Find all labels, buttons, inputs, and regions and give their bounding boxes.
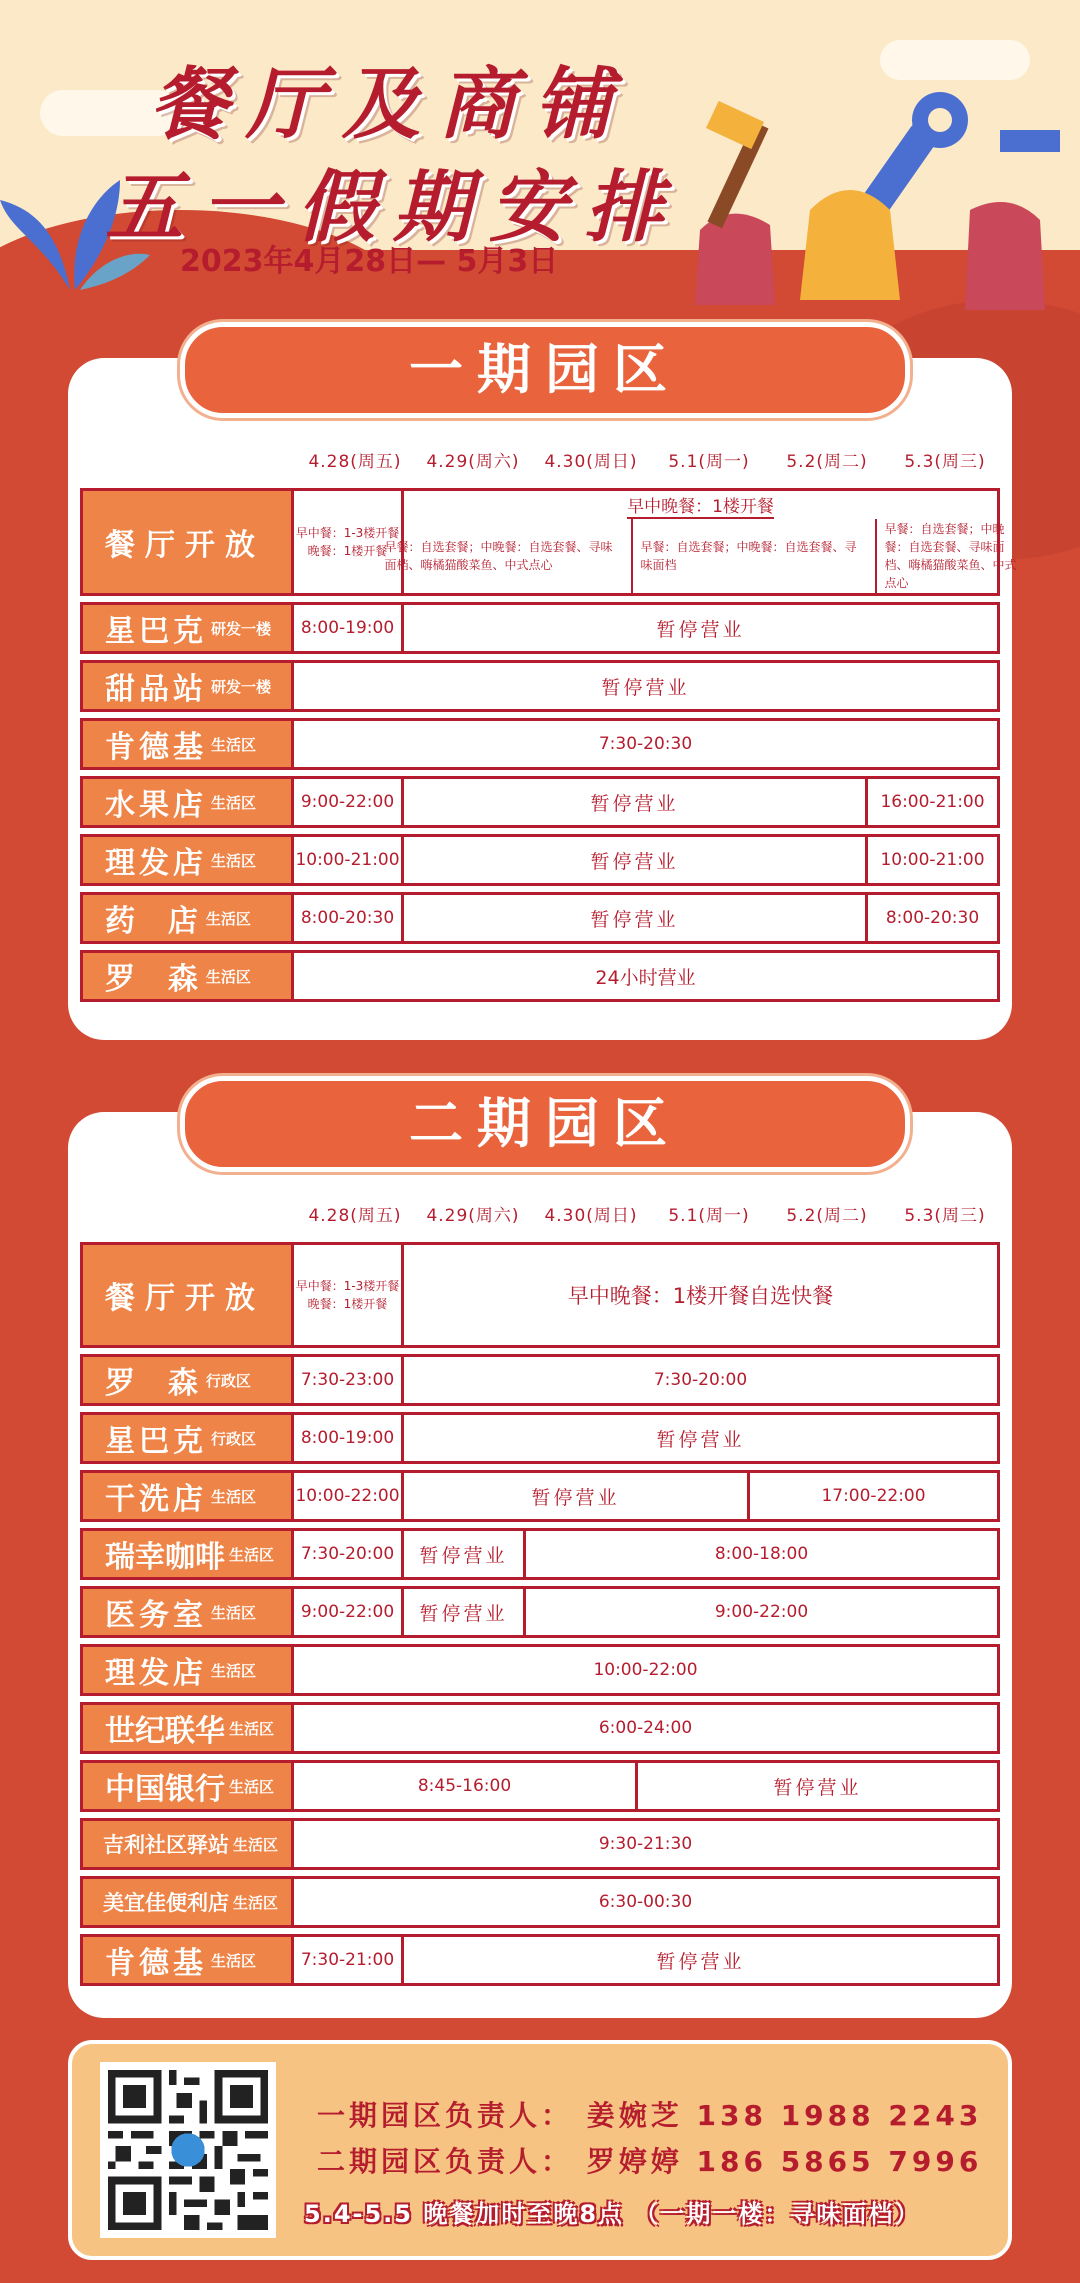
hours-cell: 暂停营业	[294, 660, 1000, 712]
shop-label: 医务室 生活区	[80, 1586, 294, 1638]
cloud-icon	[880, 40, 1030, 80]
hours-cell: 7:30-20:30	[294, 718, 1000, 770]
qr-code[interactable]	[100, 2062, 276, 2238]
table-row	[80, 1354, 1000, 1406]
date-label: 4.28(周五)	[308, 452, 402, 472]
table-row	[80, 1876, 1000, 1928]
hours-cell: 24小时营业	[294, 950, 1000, 1002]
date-label: 4.30(周日)	[544, 1206, 638, 1226]
phase2-title: 二期园区	[180, 1076, 910, 1172]
table-row	[80, 776, 1000, 828]
table-row	[80, 1528, 1000, 1580]
table-row	[80, 1760, 1000, 1812]
date-range: 2023年4月28日— 5月3日	[180, 244, 559, 279]
tools-illustration	[640, 90, 1060, 320]
shop-label: 干洗店 生活区	[80, 1470, 294, 1522]
hours-cell: 8:00-18:00	[526, 1528, 1000, 1580]
hours-cell: 9:30-21:30	[294, 1818, 1000, 1870]
shop-label: 中国银行 生活区	[80, 1760, 294, 1812]
hours-cell: 9:00-22:00	[294, 1586, 404, 1638]
hours-cell: 9:00-22:00	[526, 1586, 1000, 1638]
date-label: 5.2(周二)	[786, 1206, 868, 1226]
shop-label: 罗 森 生活区	[80, 950, 294, 1002]
dinner-extension-note: 5.4-5.5 晚餐加时至晚8点 （一期一楼：寻味面档）	[304, 2200, 921, 2228]
shop-label: 瑞幸咖啡 生活区	[80, 1528, 294, 1580]
table-row	[80, 1644, 1000, 1696]
phase1-title: 一期园区	[180, 322, 910, 418]
table-row	[80, 950, 1000, 1002]
date-label: 4.30(周日)	[544, 452, 638, 472]
hours-cell: 10:00-22:00	[294, 1470, 404, 1522]
contact-footer	[68, 2040, 1012, 2260]
page-title-line2: 五一假期安排	[105, 162, 682, 253]
table-row	[80, 718, 1000, 770]
hours-cell: 8:00-19:00	[294, 602, 404, 654]
table-row	[80, 660, 1000, 712]
restaurant-label: 餐厅开放	[80, 1242, 294, 1348]
table-row	[80, 1470, 1000, 1522]
shop-label: 肯德基 生活区	[80, 1934, 294, 1986]
restaurant-first-day: 早中餐：1-3楼开餐 晚餐：1楼开餐	[294, 488, 404, 596]
date-label: 4.29(周六)	[426, 452, 520, 472]
shop-label: 肯德基 生活区	[80, 718, 294, 770]
hours-cell: 暂停营业	[404, 1586, 526, 1638]
hours-cell: 9:00-22:00	[294, 776, 404, 828]
table-row	[80, 1818, 1000, 1870]
date-label: 5.3(周三)	[904, 1206, 986, 1226]
hours-cell: 17:00-22:00	[750, 1470, 1000, 1522]
page-title-line1: 餐厅及商铺	[150, 59, 631, 150]
hours-cell: 6:00-24:00	[294, 1702, 1000, 1754]
table-row	[80, 1412, 1000, 1464]
hours-cell: 暂停营业	[404, 834, 868, 886]
hours-cell: 7:30-20:00	[404, 1354, 1000, 1406]
shop-label: 罗 森 行政区	[80, 1354, 294, 1406]
hours-cell: 暂停营业	[404, 602, 1000, 654]
hours-cell: 10:00-21:00	[868, 834, 1000, 886]
hours-cell: 16:00-21:00	[868, 776, 1000, 828]
hours-cell: 8:00-19:00	[294, 1412, 404, 1464]
shop-label: 世纪联华 生活区	[80, 1702, 294, 1754]
hours-cell: 暂停营业	[404, 892, 868, 944]
date-label: 5.1(周一)	[668, 452, 750, 472]
phase2-date-header	[296, 1201, 1004, 1231]
hours-cell: 暂停营业	[404, 1528, 526, 1580]
hours-cell: 7:30-21:00	[294, 1934, 404, 1986]
date-label: 4.29(周六)	[426, 1206, 520, 1226]
hours-cell: 10:00-21:00	[294, 834, 404, 886]
hours-cell: 8:00-20:30	[294, 892, 404, 944]
phase1-date-header	[296, 447, 1004, 477]
date-label: 5.1(周一)	[668, 1206, 750, 1226]
hours-cell: 10:00-22:00	[294, 1644, 1000, 1696]
restaurant-label: 餐厅开放	[80, 488, 294, 596]
contact-phase2: 二期园区负责人： 罗婷婷 186 5865 7996	[317, 2145, 983, 2178]
table-row	[80, 1934, 1000, 1986]
table-row	[80, 1586, 1000, 1638]
shop-label: 吉利社区驿站 生活区	[80, 1818, 294, 1870]
hours-cell: 6:30-00:30	[294, 1876, 1000, 1928]
hours-cell: 7:30-23:00	[294, 1354, 404, 1406]
table-row	[80, 1242, 1000, 1348]
contact-phase1: 一期园区负责人： 姜婉芝 138 1988 2243	[317, 2099, 983, 2132]
shop-label: 星巴克 研发一楼	[80, 602, 294, 654]
hours-cell: 8:45-16:00	[294, 1760, 638, 1812]
table-row	[80, 602, 1000, 654]
hours-cell: 暂停营业	[404, 1412, 1000, 1464]
shop-label: 甜品站 研发一楼	[80, 660, 294, 712]
hours-cell: 8:00-20:30	[868, 892, 1000, 944]
date-label: 4.28(周五)	[308, 1206, 402, 1226]
table-row	[80, 488, 1017, 596]
restaurant-later-days: 早中晚餐：1楼开餐 早餐：自选套餐；中晚餐：自选套餐、寻味面档、嗨橘猫酸菜鱼、中式点心 早餐：自选套餐；中晚餐：自选套餐、寻味面档 早餐：自选套餐；中晚餐：自选套餐、寻味面档、嗨橘猫酸菜鱼、中式点心	[404, 488, 1000, 596]
hours-cell: 7:30-20:00	[294, 1528, 404, 1580]
shop-label: 药 店 生活区	[80, 892, 294, 944]
hours-cell: 暂停营业	[404, 1934, 1000, 1986]
restaurant-first-day: 早中餐：1-3楼开餐 晚餐：1楼开餐	[294, 1242, 404, 1348]
date-label: 5.2(周二)	[786, 452, 868, 472]
shop-label: 水果店 生活区	[80, 776, 294, 828]
shop-label: 美宜佳便利店 生活区	[80, 1876, 294, 1928]
date-label: 5.3(周三)	[904, 452, 986, 472]
restaurant-later-days: 早中晚餐：1楼开餐自选快餐	[404, 1242, 1000, 1348]
table-row	[80, 1702, 1000, 1754]
table-row	[80, 892, 1000, 944]
shop-label: 理发店 生活区	[80, 1644, 294, 1696]
hours-cell: 暂停营业	[638, 1760, 1000, 1812]
table-row	[80, 834, 1000, 886]
hours-cell: 暂停营业	[404, 1470, 750, 1522]
shop-label: 理发店 生活区	[80, 834, 294, 886]
hours-cell: 暂停营业	[404, 776, 868, 828]
shop-label: 星巴克 行政区	[80, 1412, 294, 1464]
